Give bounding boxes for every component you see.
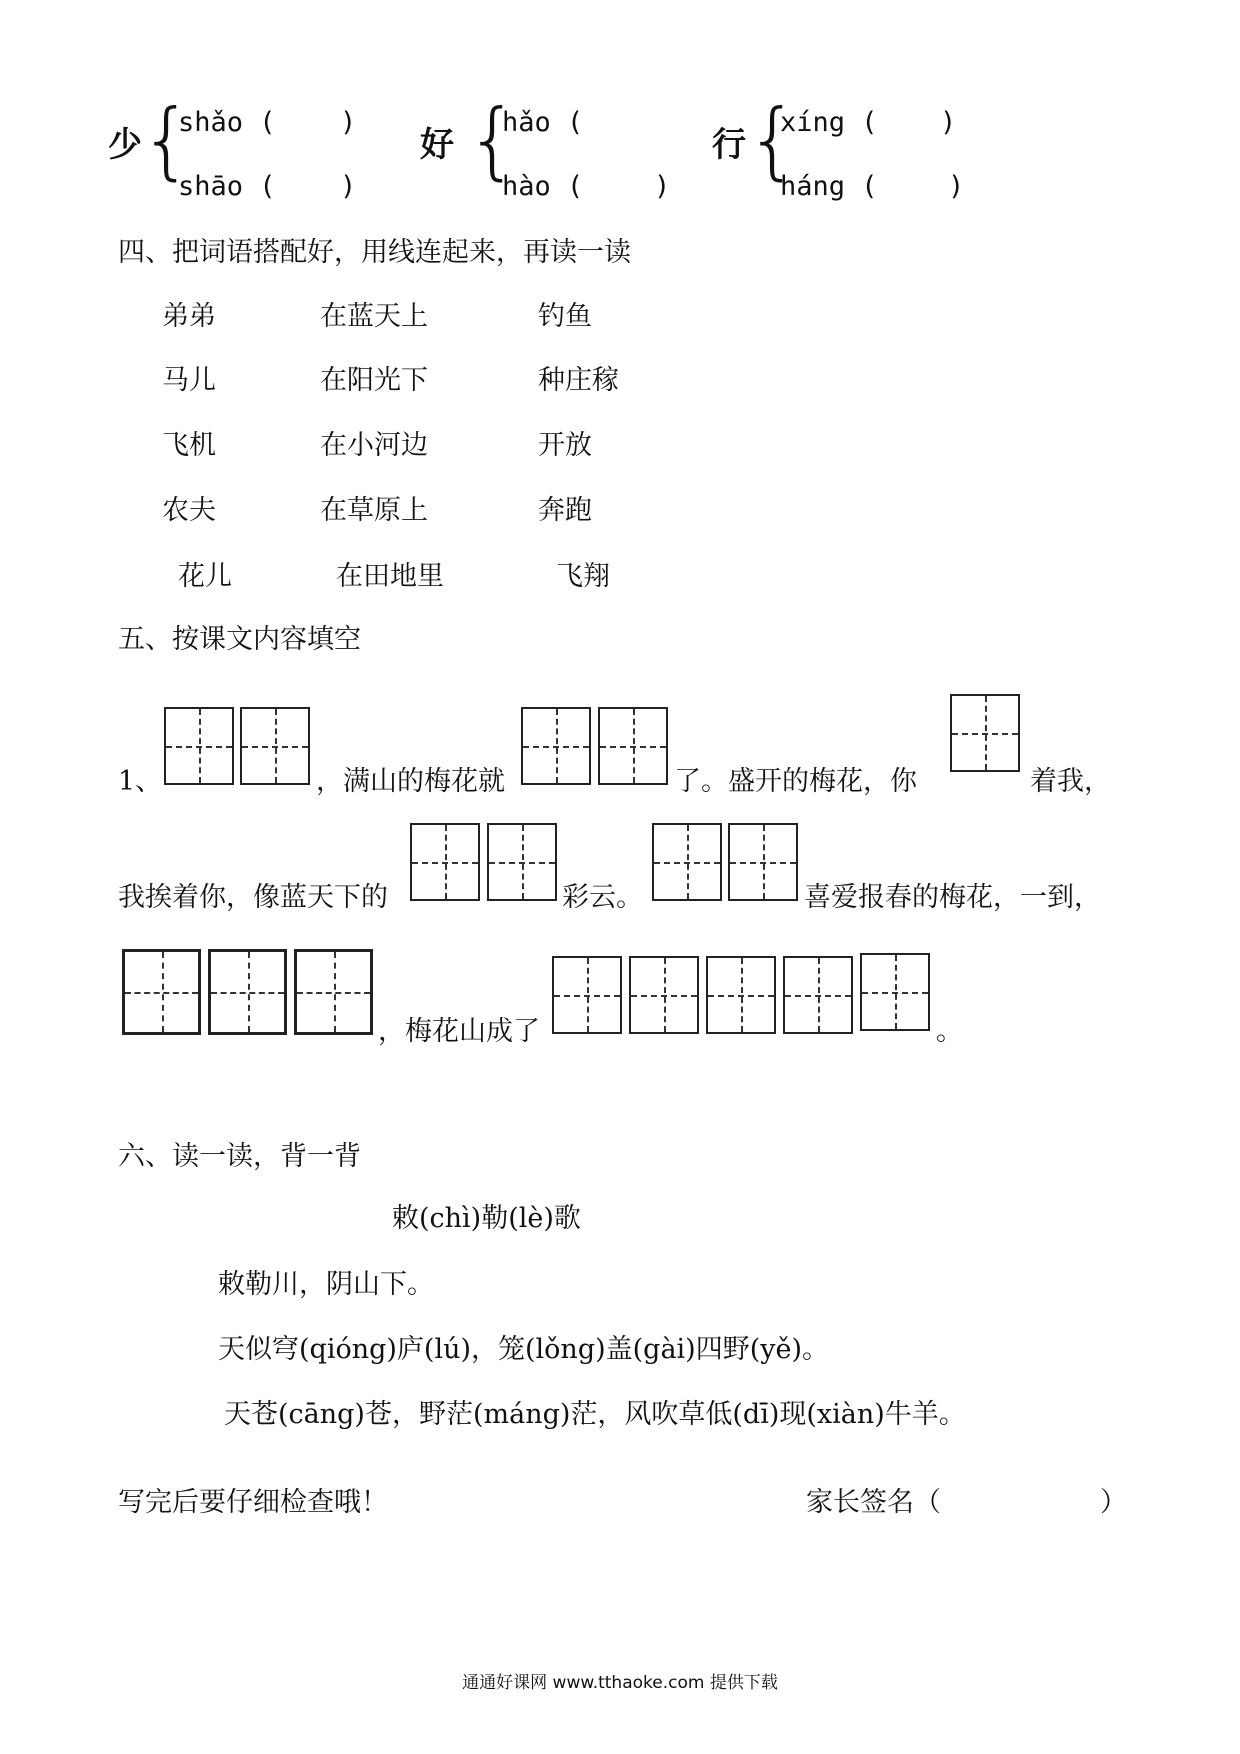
- match-place: 在蓝天上: [320, 301, 428, 332]
- match-subject: 花儿: [178, 561, 232, 592]
- paren-close: ): [940, 107, 957, 138]
- paren-close: ): [654, 171, 671, 202]
- paren-close: ): [948, 171, 965, 202]
- writing-box[interactable]: [552, 956, 622, 1034]
- section-5-title: 五、按课文内容填空: [118, 624, 361, 655]
- poem-title: 敕(chì)勒(lè)歌: [392, 1203, 581, 1234]
- brace-icon: {: [466, 91, 520, 189]
- match-place: 在田地里: [336, 561, 444, 592]
- writing-box[interactable]: [410, 823, 480, 901]
- fill-text: 彩云。: [562, 882, 643, 913]
- writing-box[interactable]: [629, 956, 699, 1034]
- poem-line: 天似穹(qióng)庐(lú)，笼(lǒng)盖(gài)四野(yě)。: [218, 1334, 830, 1365]
- writing-box[interactable]: [240, 707, 310, 785]
- fill-text: 喜爱报春的梅花，一到，: [804, 882, 1101, 913]
- paren-close: ): [340, 171, 357, 202]
- writing-box[interactable]: [521, 707, 591, 785]
- match-action: 奔跑: [538, 495, 592, 526]
- fill-text: 着我，: [1030, 766, 1111, 797]
- writing-box[interactable]: [208, 949, 287, 1035]
- writing-box[interactable]: [294, 949, 373, 1035]
- match-place: 在小河边: [320, 430, 428, 461]
- pinyin-reading: xíng (: [780, 107, 878, 138]
- fill-text: ，满山的梅花就: [316, 766, 505, 797]
- poem-line: 天苍(cāng)苍，野茫(máng)茫，风吹草低(dī)现(xiàn)牛羊。: [224, 1399, 966, 1430]
- fill-text: ，梅花山成了: [378, 1016, 540, 1047]
- page-footer: 通通好课网 www.tthaoke.com 提供下载: [462, 1673, 778, 1693]
- match-place: 在草原上: [320, 495, 428, 526]
- pinyin-reading: hào (: [502, 171, 584, 202]
- polyphone-char: 少: [108, 125, 142, 165]
- match-place: 在阳光下: [320, 365, 428, 396]
- brace-icon: {: [746, 91, 800, 189]
- writing-box[interactable]: [487, 823, 557, 901]
- item-number: 1、: [118, 766, 163, 797]
- match-subject: 马儿: [162, 365, 216, 396]
- match-subject: 弟弟: [162, 301, 216, 332]
- brace-icon: {: [140, 91, 194, 189]
- writing-box[interactable]: [652, 823, 722, 901]
- poem-line: 敕勒川，阴山下。: [218, 1269, 434, 1300]
- pinyin-reading: shǎo (: [178, 107, 276, 138]
- writing-box[interactable]: [728, 823, 798, 901]
- match-action: 开放: [538, 430, 592, 461]
- signature-label: 家长签名（: [806, 1487, 941, 1518]
- fill-text: 我挨着你，像蓝天下的: [118, 882, 388, 913]
- writing-box[interactable]: [783, 956, 853, 1034]
- pinyin-reading: hǎo (: [502, 107, 584, 138]
- section-6-title: 六、读一读，背一背: [118, 1141, 361, 1172]
- match-action: 钓鱼: [538, 301, 592, 332]
- writing-box[interactable]: [706, 956, 776, 1034]
- match-action: 种庄稼: [538, 365, 619, 396]
- match-subject: 农夫: [162, 495, 216, 526]
- signature-field[interactable]: [944, 1490, 1094, 1520]
- section-4-title: 四、把词语搭配好，用线连起来，再读一读: [118, 237, 631, 268]
- fill-text: 。: [936, 1016, 963, 1047]
- match-action: 飞翔: [556, 561, 610, 592]
- pinyin-reading: háng (: [780, 171, 878, 202]
- pinyin-reading: shāo (: [178, 171, 276, 202]
- writing-box[interactable]: [950, 694, 1020, 772]
- writing-box[interactable]: [860, 953, 930, 1031]
- writing-box[interactable]: [122, 949, 201, 1035]
- match-subject: 飞机: [162, 430, 216, 461]
- polyphone-char: 行: [712, 125, 746, 165]
- fill-text: 了。盛开的梅花，你: [674, 766, 917, 797]
- check-reminder: 写完后要仔细检查哦！: [118, 1487, 388, 1518]
- writing-box[interactable]: [598, 707, 668, 785]
- paren-close: ): [340, 107, 357, 138]
- polyphone-char: 好: [420, 125, 454, 165]
- signature-close: ）: [1100, 1487, 1127, 1518]
- writing-box[interactable]: [164, 707, 234, 785]
